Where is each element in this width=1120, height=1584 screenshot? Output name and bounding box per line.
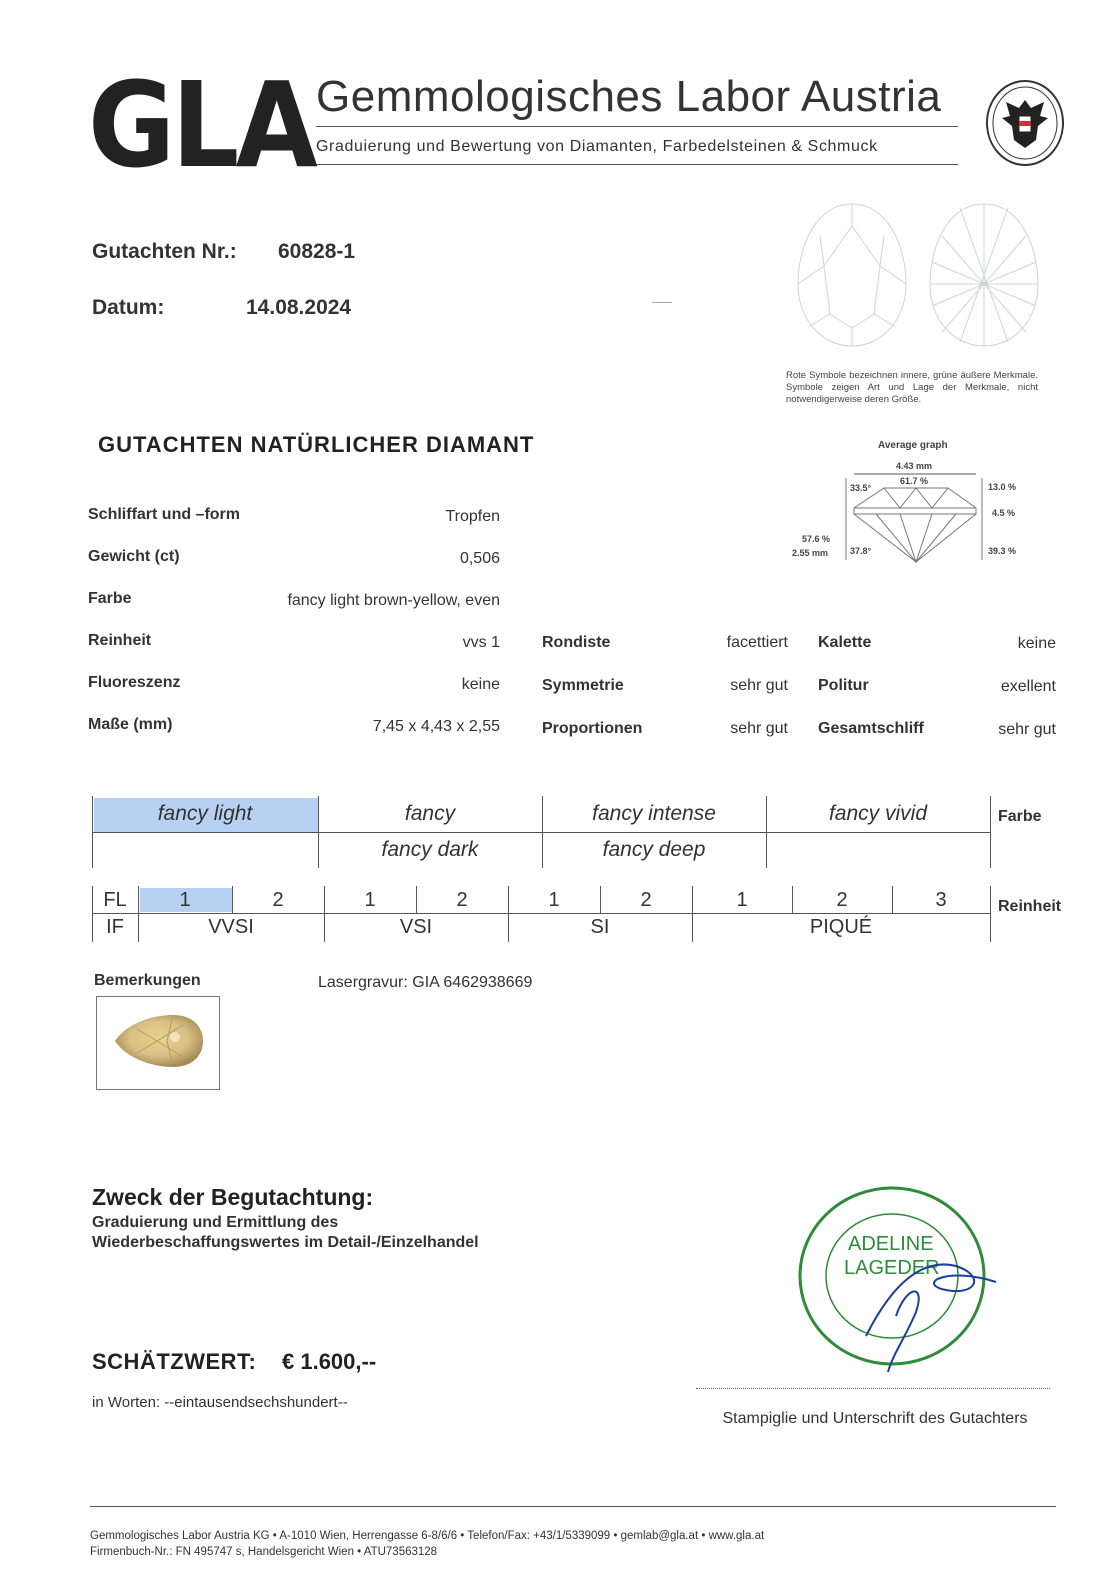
avg-pavilion-angle: 37.8° (850, 546, 872, 556)
avg-pavilion-depth: 39.3 % (988, 546, 1017, 556)
purpose-title: Zweck der Begutachtung: (92, 1184, 374, 1210)
color-scale-label: Farbe (998, 808, 1042, 825)
diamond-photo-frame (96, 996, 220, 1090)
clarity-top-p1: 1 (736, 889, 748, 911)
prop-label-cut: Schliffart und –form (88, 506, 241, 523)
color-scale-table (92, 796, 1072, 870)
average-graph-title: Average graph (878, 440, 948, 451)
color-grade-fancy-intense: fancy intense (592, 802, 716, 825)
average-graph (790, 456, 1050, 576)
valuation-amount: € 1.600,-- (282, 1349, 377, 1374)
clarity-top-vvs1: 1 (179, 889, 191, 911)
report-date: 14.08.2024 (246, 296, 352, 319)
header-rule-bottom (316, 164, 958, 165)
color-grade-fancy-dark: fancy dark (381, 838, 479, 861)
footer (90, 1528, 764, 1560)
prop-label-symmetry: Symmetrie (542, 677, 624, 694)
color-grade-fancy-deep: fancy deep (602, 838, 706, 861)
clarity-bottom-pique: PIQUÉ (809, 916, 873, 938)
avg-crown-height: 13.0 % (988, 482, 1017, 492)
avg-crown-angle: 33.5° (850, 483, 872, 493)
prop-value-color: fancy light brown-yellow, even (287, 592, 500, 609)
org-name: Gemmologisches Labor Austria (316, 72, 942, 121)
gla-logo: GLA (88, 56, 315, 194)
prop-value-fluorescence: keine (461, 676, 500, 693)
report-number: 60828-1 (278, 240, 356, 263)
report-number-label: Gutachten Nr.: (92, 240, 237, 263)
valuation-label: SCHÄTZWERT: (92, 1349, 257, 1374)
purpose-line2: Wiederbeschaffungswertes im Detail-/Einzelhandel (92, 1234, 479, 1251)
prop-label-culet: Kalette (818, 634, 872, 651)
signature-line (696, 1388, 1050, 1389)
clarity-bottom-si: SI (590, 916, 610, 938)
prop-label-fluorescence: Fluoreszenz (88, 674, 181, 691)
prop-value-overall-cut: sehr gut (998, 721, 1056, 738)
avg-depth-pct: 57.6 % (802, 534, 831, 544)
footer-line1: Gemmologisches Labor Austria KG • A-1010 Wien, Herrengasse 6-8/6/6 • Telefon/Fax: +43/1/5339099 • gemlab@gla.at • www.gla.at (90, 1530, 765, 1542)
clarity-scale-label: Reinheit (998, 898, 1062, 915)
prop-value-dimensions: 7,45 x 4,43 x 2,55 (372, 718, 500, 735)
clarity-top-si2: 2 (640, 889, 652, 911)
color-scale-divider-4 (990, 796, 991, 868)
avg-depth-mm: 2.55 mm (792, 548, 829, 558)
clarity-top-vs1: 1 (364, 889, 376, 911)
remarks-label: Bemerkungen (94, 972, 201, 989)
pear-plot-diagram (790, 196, 1050, 356)
diamond-photo-icon (97, 997, 219, 1089)
clarity-top-p2: 2 (836, 889, 848, 911)
valuation-words: in Worten: --eintausendsechshundert-- (92, 1394, 348, 1411)
avg-table: 61.7 % (900, 476, 929, 486)
color-scale-midline (92, 832, 990, 833)
avg-width: 4.43 mm (896, 461, 933, 471)
clarity-top-vvs2: 2 (272, 889, 284, 911)
color-grade-fancy-vivid: fancy vivid (828, 802, 928, 825)
prop-value-polish: exellent (1000, 678, 1056, 695)
austria-eagle-seal-icon (984, 78, 1066, 168)
plot-note: Rote Symbole bezeichnen innere, grüne äußere Merkmale. Symbole zeigen Art und Lage der Merkmale, nicht notwendigerweise deren Größe. (786, 370, 1038, 405)
prop-label-dimensions: Maße (mm) (88, 716, 173, 733)
stamp-caption: Stampiglie und Unterschrift des Gutachters (722, 1410, 1028, 1427)
clarity-scale-table (92, 886, 1072, 942)
footer-line2: Firmenbuch-Nr.: FN 495747 s, Handelsgericht Wien • ATU73563128 (90, 1546, 438, 1558)
report-date-label: Datum: (92, 296, 165, 319)
clarity-bottom-vsi: VSI (399, 916, 433, 938)
stamp-name1: ADELINE (848, 1233, 934, 1255)
clarity-top-p3: 3 (935, 889, 947, 911)
prop-label-weight: Gewicht (ct) (88, 548, 180, 565)
clarity-divider-10 (990, 886, 991, 942)
prop-label-polish: Politur (818, 677, 869, 694)
avg-girdle: 4.5 % (992, 508, 1016, 518)
clarity-top-si1: 1 (548, 889, 560, 911)
clarity-scale-midline (92, 913, 990, 914)
purpose-line1: Graduierung und Ermittlung des (92, 1214, 339, 1231)
prop-value-proportions: sehr gut (730, 720, 788, 737)
color-grade-fancy: fancy (404, 802, 456, 825)
prop-label-girdle: Rondiste (542, 634, 611, 651)
report-title: GUTACHTEN NATÜRLICHER DIAMANT (98, 432, 535, 457)
clarity-top-vs2: 2 (456, 889, 468, 911)
prop-label-color: Farbe (88, 590, 132, 607)
prop-value-weight: 0,506 (459, 550, 500, 567)
dash-mark (652, 302, 672, 303)
prop-value-cut: Tropfen (445, 508, 500, 525)
clarity-bottom-if: IF (106, 916, 124, 938)
prop-value-culet: keine (1017, 635, 1056, 652)
color-grade-fancy-light: fancy light (157, 802, 253, 825)
remarks-text: Lasergravur: GIA 6462938669 (318, 974, 533, 991)
prop-label-clarity: Reinheit (88, 632, 152, 649)
clarity-top-fl: FL (103, 889, 127, 911)
prop-value-girdle: facettiert (726, 634, 788, 651)
prop-value-symmetry: sehr gut (730, 677, 788, 694)
prop-label-proportions: Proportionen (542, 720, 643, 737)
prop-label-overall-cut: Gesamtschliff (818, 720, 924, 737)
footer-rule (90, 1506, 1056, 1507)
expert-stamp-icon (796, 1186, 1016, 1380)
stamp-name2: LAGEDER (844, 1257, 940, 1279)
org-subtitle: Graduierung und Bewertung von Diamanten, Farbedelsteinen & Schmuck (316, 138, 878, 155)
header-rule-top (316, 126, 958, 127)
clarity-bottom-vvsi: VVSI (208, 916, 254, 938)
prop-value-clarity: vvs 1 (462, 634, 500, 651)
